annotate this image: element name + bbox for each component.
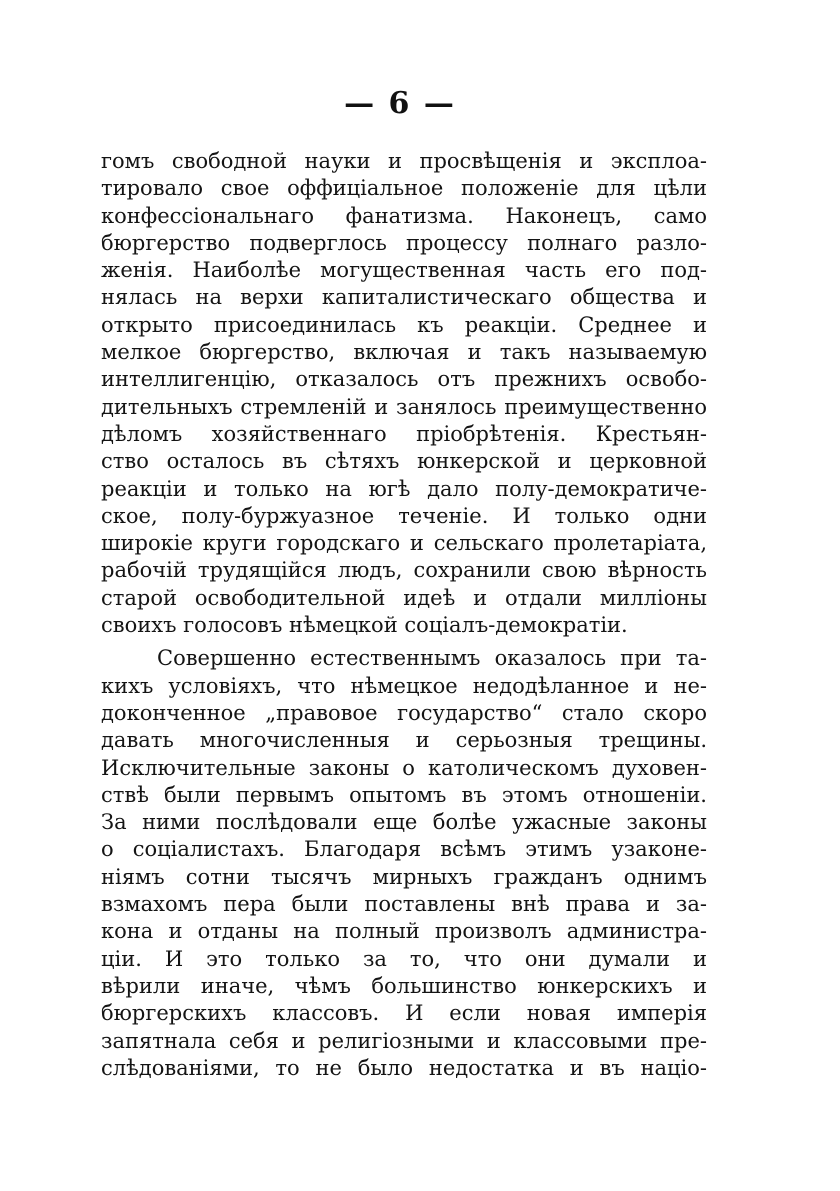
text-line: ство осталось въ сѣтяхъ юнкерской и церковной bbox=[101, 449, 707, 474]
text-line: кихъ условіяхъ, что нѣмецкое недодѣланное и не- bbox=[101, 673, 707, 698]
text-line: давать многочисленныя и серьозныя трещины. bbox=[101, 728, 707, 753]
text-line: о соціалистахъ. Благодаря всѣмъ этимъ узаконе- bbox=[101, 837, 707, 862]
paragraph-1 bbox=[101, 148, 707, 639]
text-line: конфессіональнаго фанатизма. Наконецъ, само bbox=[101, 203, 707, 228]
paragraph-2 bbox=[101, 645, 707, 1082]
text-line: дительныхъ стремленій и занялось преимущественно bbox=[101, 394, 707, 419]
text-line: мелкое бюргерство, включая и такъ называемую bbox=[101, 340, 707, 365]
text-line: бюргерскихъ классовъ. И если новая имперія bbox=[101, 1001, 707, 1026]
text-line: широкіе круги городскаго и сельскаго пролетаріата, bbox=[101, 531, 707, 556]
text-line: открыто присоединилась къ реакціи. Среднее и bbox=[101, 312, 707, 337]
text-line: женія. Наиболѣе могущественная часть его под- bbox=[101, 258, 707, 283]
text-line: гомъ свободной науки и просвѣщенія и эксплоа- bbox=[101, 149, 707, 173]
text-line: вѣрили иначе, чѣмъ большинство юнкерскихъ и bbox=[101, 973, 707, 998]
body-text bbox=[101, 148, 707, 1082]
text-line: ніямъ сотни тысячъ мирныхъ гражданъ однимъ bbox=[101, 864, 707, 889]
text-line: старой освободительной идеѣ и отдали милліоны bbox=[101, 585, 707, 610]
text-line: слѣдованіями, то не было недостатка и въ націо- bbox=[101, 1055, 707, 1080]
text-line: кона и отданы на полный произволъ администра- bbox=[101, 919, 707, 944]
text-line: интеллигенцію, отказалось отъ прежнихъ освобо- bbox=[101, 367, 707, 392]
text-line: ское, полу-буржуазное теченіе. И только одни bbox=[101, 503, 707, 528]
text-line: тировало свое оффиціальное положеніе для цѣли bbox=[101, 176, 707, 201]
text-line: бюргерство подверглось процессу полнаго разло- bbox=[101, 230, 707, 255]
text-line: За ними послѣдовали еще болѣе ужасные законы bbox=[101, 810, 707, 835]
text-line: взмахомъ пера были поставлены внѣ права и за- bbox=[101, 892, 707, 917]
text-line: рабочій трудящійся людъ, сохранили свою вѣрность bbox=[101, 558, 707, 583]
text-line: Совершенно естественнымъ оказалось при та- bbox=[157, 646, 707, 671]
text-line: своихъ голосовъ нѣмецкой соціалъ-демократіи. bbox=[101, 613, 628, 638]
text-line: запятнала себя и религіозными и классовыми пре- bbox=[101, 1028, 707, 1053]
text-line: реакціи и только на югѣ дало полу-демократиче- bbox=[101, 476, 707, 501]
text-line: нялась на верхи капиталистическаго общества и bbox=[101, 285, 707, 310]
text-line: ствѣ были первымъ опытомъ въ этомъ отношеніи. bbox=[101, 782, 707, 807]
text-line: доконченное „правовое государство“ стало скоро bbox=[101, 700, 707, 725]
text-line: дѣломъ хозяйственнаго пріобрѣтенія. Крестьян- bbox=[101, 421, 707, 446]
text-line: Исключительные законы о католическомъ духовен- bbox=[101, 755, 707, 780]
page-number: — 6 — bbox=[344, 86, 456, 121]
text-line: ціи. И это только за то, что они думали и bbox=[101, 946, 707, 971]
